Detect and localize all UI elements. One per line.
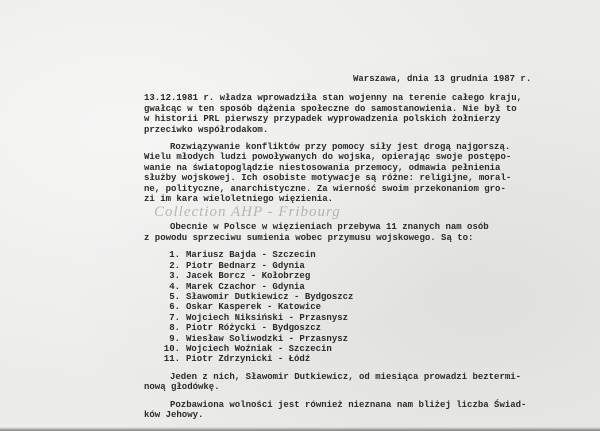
- text-line: w historii PRL pierwszy przypadek wyprowadzenia polskich żołnierzy: [144, 114, 501, 125]
- text-line: zi im kara wieloletniego więzienia.: [144, 194, 334, 205]
- text-line: Pozbawiona wolności jest również nieznana nam bliżej liczba Świad-: [170, 399, 527, 410]
- paper-edge-shadow: [0, 427, 600, 431]
- list-entry: Wiesław Soliwodzki - Przasnysz: [186, 333, 349, 344]
- paragraph-1: [144, 93, 584, 135]
- list-item: [160, 261, 584, 271]
- list-item: [160, 344, 584, 354]
- list-item: [160, 334, 584, 344]
- text-line: wanie na światopoglądzie niestosowania przemocy, odmawia pełnienia: [144, 162, 501, 173]
- text-line: gwałcąc w ten sposób dążenia społeczne do samostanowienia. Nie był to: [144, 103, 517, 114]
- list-entry: Wojciech Woźniak - Szczecin: [186, 343, 332, 354]
- watermark: Collection AHP - Fribourg: [154, 204, 341, 221]
- paragraph-5: [144, 400, 584, 421]
- text-line: służby wojskowej. Ich osobiste motywacje są różne: religijne, moral-: [144, 173, 512, 184]
- text-line: nową głodówkę.: [144, 382, 220, 393]
- list-entry: Oskar Kasperek - Katowice: [186, 302, 322, 313]
- list-item: [160, 323, 584, 333]
- text-line: Obecnie w Polsce w więzieniach przebywa 11 znanych nam osób: [170, 222, 489, 233]
- text-line: Jeden z nich, Sławomir Dutkiewicz, od miesiąca prowadzi beztermi-: [170, 371, 522, 382]
- text-line: z powodu sprzeciwu sumienia wobec przymusu wojskowego. Są to:: [144, 232, 474, 243]
- list-entry: Piotr Różycki - Bydgoszcz: [186, 323, 322, 334]
- prisoner-list: [160, 250, 584, 364]
- list-number: 10.: [163, 343, 180, 354]
- list-entry: Mariusz Bajda - Szczecin: [186, 250, 316, 261]
- list-number: 11.: [163, 354, 180, 365]
- letter-body: [144, 74, 584, 427]
- list-number: 4.: [169, 281, 180, 292]
- list-number: 2.: [169, 260, 180, 271]
- list-item: [160, 271, 584, 281]
- text-line: ków Jehowy.: [144, 409, 204, 420]
- list-item: [160, 282, 584, 292]
- list-entry: Sławomir Dutkiewicz - Bydgoszcz: [186, 291, 354, 302]
- list-item: [160, 313, 584, 323]
- text-line: 13.12.1981 r. władza wprowadziła stan wojenny na terenie całego kraju,: [144, 93, 523, 104]
- list-entry: Jacek Borcz - Kołobrzeg: [186, 271, 311, 282]
- text-line: przeciwko współrodakom.: [144, 124, 269, 135]
- list-item: [160, 250, 584, 260]
- list-number: 9.: [169, 333, 180, 344]
- list-entry: Piotr Bednarz - Gdynia: [186, 260, 305, 271]
- list-number: 3.: [169, 271, 180, 282]
- list-number: 8.: [169, 323, 180, 334]
- text-line: Wielu młodych ludzi powoływanych do wojska, opierając swoje postępo-: [144, 152, 512, 163]
- text-line: Rozwiązywanie konfliktów przy pomocy siły jest drogą najgorszą.: [170, 142, 511, 153]
- list-number: 1.: [169, 250, 180, 261]
- list-number: 7.: [169, 312, 180, 323]
- list-number: 6.: [169, 302, 180, 313]
- list-item: [160, 302, 584, 312]
- list-entry: Wojciech Niksiński - Przasnysz: [186, 312, 349, 323]
- text-line: ne, polityczne, anarchistyczne. Za wierność swoim przekonaniom gro-: [144, 183, 506, 194]
- list-entry: Piotr Zdrzynicki - Łódź: [186, 354, 311, 365]
- paragraph-4: [144, 372, 584, 393]
- paragraph-3: [144, 222, 584, 243]
- date-line: Warszawa, dnia 13 grudnia 1987 r.: [353, 74, 532, 84]
- list-number: 5.: [169, 291, 180, 302]
- paragraph-2: [144, 142, 584, 204]
- list-entry: Marek Czachor - Gdynia: [186, 281, 305, 292]
- list-item: [160, 354, 584, 364]
- list-item: [160, 292, 584, 302]
